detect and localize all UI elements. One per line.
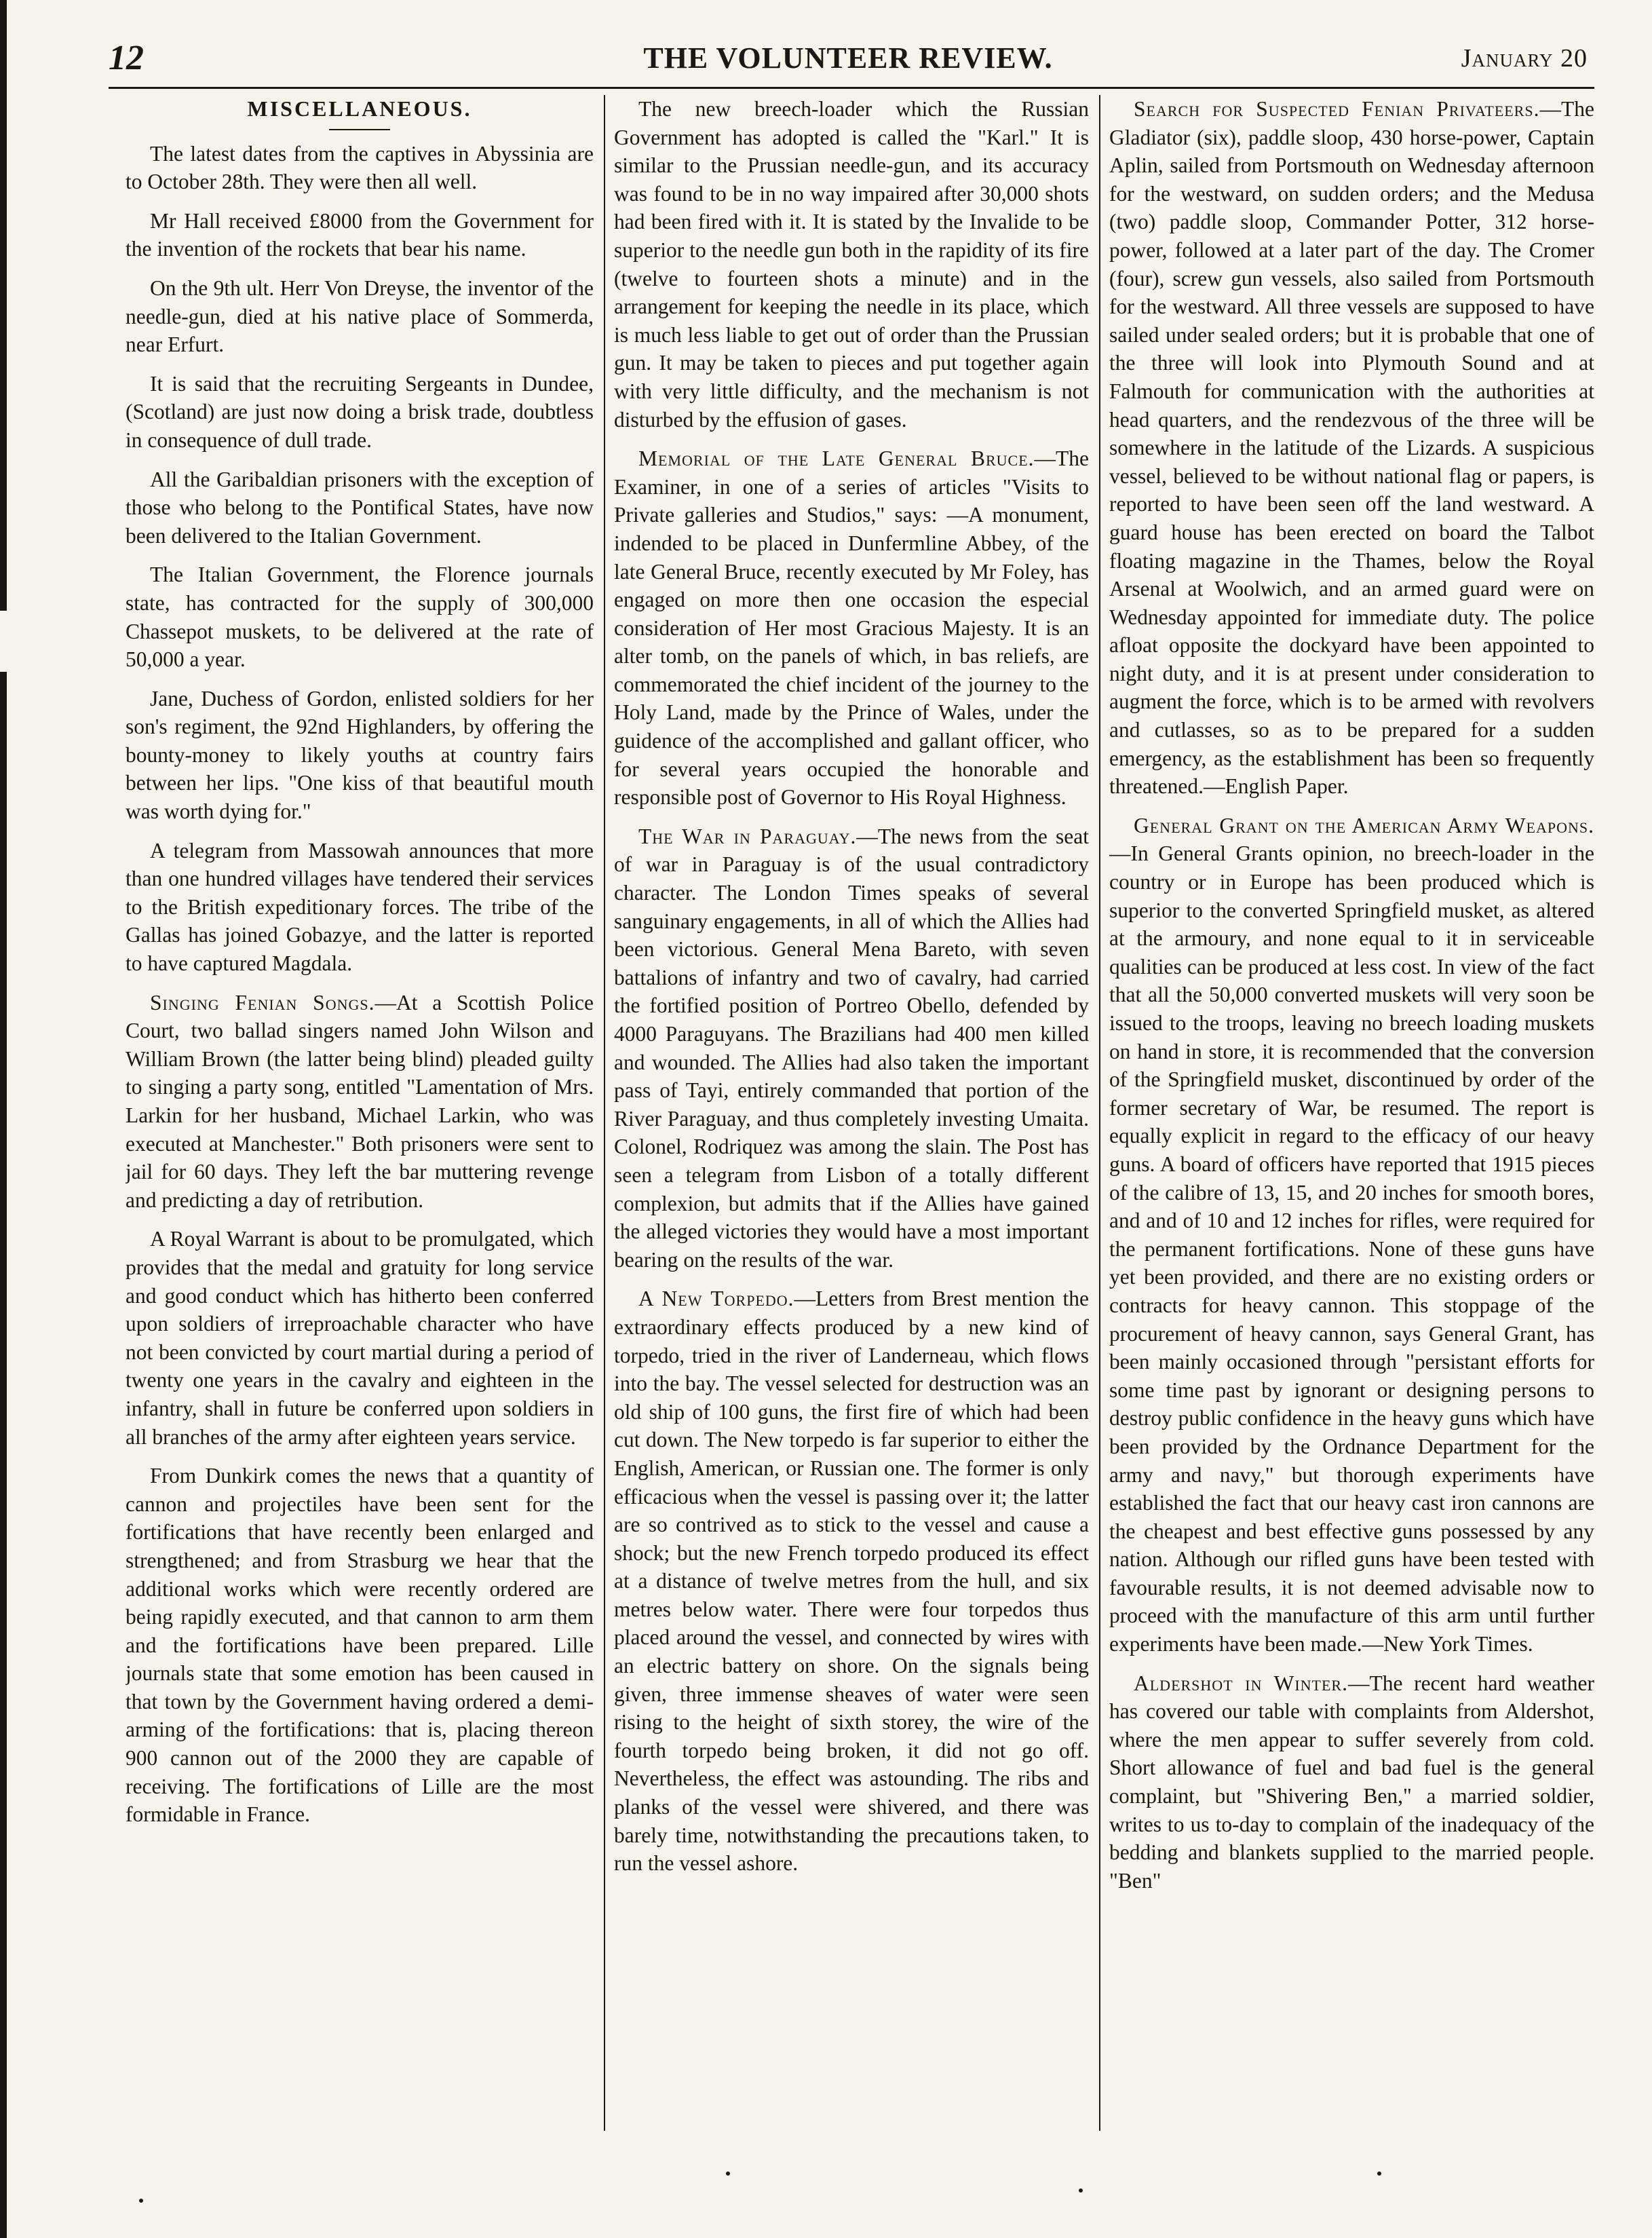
article-paragraph: The new breech-loader which the Russian Government has adopted is called the "Karl." It is similar to the Prussian needle-gun, and its accuracy was found to be in no way impaired after 30,000 shots had been fired with it. It is stated by the Invalide to be superior to the needle gun both in the rapidity of its fire (twelve to fourteen shots a minute) and in the arrangement for keeping the needle in its place, which is much less liable to get out of order than the Prussian gun. It may be taken to pieces and put together again with very little difficulty, and the mechanism is not disturbed by the effusion of gases. <box>614 97 1089 432</box>
article-lead: Search for Suspected Fenian Privateers. <box>1134 97 1540 121</box>
print-speck <box>1377 2171 1381 2176</box>
article-paragraph: The latest dates from the captives in Abyssinia are to October 28th. They were then all well. <box>126 141 594 194</box>
article-paragraph: The Italian Government, the Florence journals state, has contracted for the supply of 300,000 Chassepot muskets, to be delivered at the rate of 50,000 a year. <box>126 563 594 672</box>
article-paragraph: Jane, Duchess of Gordon, enlisted soldiers for her son's regiment, the 92nd Highlanders, by offering the bounty-money to likely youths at country fairs between her lips. "One kiss of that beautiful mouth was worth dying for." <box>126 686 594 824</box>
column-3 <box>1109 95 1594 2144</box>
margin-binding-rule <box>0 0 7 2238</box>
article-paragraph: On the 9th ult. Herr Von Dreyse, the inventor of the needle-gun, died at his native place of Sommerda, near Erfurt. <box>126 276 594 357</box>
article-paragraph: Memorial of the Late General Bruce.—The Examiner, in one of a series of articles "Visits to Private galleries and Studios," says: —A monument, indended to be placed in Dunfermline Abbey, of the late General Bruce, recently executed by Mr Foley, has engaged on more then one occasion the especial consideration of Her most Gracious Majesty. It is an alter tomb, on the panels of which, in bas reliefs, are commemorated the chief incident of the journey to the Holy Land, made by the Prince of Wales, under the guidence of the accomplished and gallant officer, who for several years occupied the honorable and responsible post of Governor to His Royal Highness. <box>614 447 1089 810</box>
article-lead: Aldershot in Winter. <box>1134 1671 1348 1695</box>
journal-title: THE VOLUNTEER REVIEW. <box>643 41 1053 75</box>
page-number: 12 <box>109 39 144 77</box>
heading-underline <box>329 129 390 130</box>
article-paragraph: Aldershot in Winter.—The recent hard weather has covered our table with complaints from Aldershot, where the men appear to suffer severely from cold. Short allowance of fuel and bad fuel is the general complaint, but "Shivering Ben," a married soldier, writes to us to-day to complain of the inadequacy of the bedding and blankets supplied to the married people. "Ben" <box>1109 1671 1594 1893</box>
article-paragraph: The War in Paraguay.—The news from the seat of war in Paraguay is of the usual contradictory character. The London Times speaks of several sanguinary engagements, in all of which the Allies had been victorious. General Mena Bareto, with seven battalions of infantry and two of cavalry, had carried the fortified position of Portreo Obello, defended by 4000 Paraguyans. The Brazilians had 400 men killed and wounded. The Allies had also taken the important pass of Tayi, entirely commanded that portion of the River Paraguay, and thus completely investing Umaita. Colonel, Rodriquez was among the slain. The Post has seen a telegram from Lisbon of a totally different complexion, but admits that if the Allies have gained the alleged victories they would have a most important bearing on the results of the war. <box>614 824 1089 1272</box>
article-paragraph: A telegram from Massowah announces that more than one hundred villages have tendered their services to the British expeditionary forces. The tribe of the Gallas has joined Gobazye, and the latter is reported to have captured Magdala. <box>126 838 594 976</box>
header-rule <box>109 87 1594 89</box>
print-speck <box>139 2199 143 2203</box>
column-divider-1 <box>604 95 605 2131</box>
article-paragraph: A New Torpedo.—Letters from Brest mention the extraordinary effects produced by a new kind of torpedo, tried in the river of Landerneau, which flows into the bay. The vessel selected for destruction was an old ship of 100 guns, the first fire of which had been cut down. The New torpedo is far superior to either the English, American, or Russian one. The former is only efficacious when the vessel is passing over it; the latter are so contrived as to stick to the vessel and cause a shock; but the new French torpedo produced its effect at a distance of twelve metres from the hull, and six metres below water. There were four torpedos thus placed around the vessel, and connected by wires with an electric battery on shore. On the signals being given, three immense sheaves of water were seen rising to the height of sixth storey, the wire of the fourth torpedo being broken, it did not go off. Nevertheless, the effect was astounding. The ribs and planks of the vessel were shivered, and there was barely time, notwithstanding the precautions taken, to run the vessel ashore. <box>614 1287 1089 1876</box>
article-paragraph: General Grant on the American Army Weapons.—In General Grants opinion, no breech-loader in the country or in Europe has been produced which is superior to the converted Springfield musket, as altered at the armoury, and none equal to it in serviceable qualities can be produced at less cost. In view of the fact that all the 50,000 converted muskets will very soon be issued to the troops, leaving no breech loading muskets on hand in store, it is recommended that the conversion of the Springfield musket, discontinued by order of the former secretary of War, be resumed. The report is equally explicit in regard to the efficacy of our heavy guns. A board of officers have reported that 1915 pieces of the calibre of 13, 15, and 20 inches for smooth bores, and and of 10 and 12 inches for rifles, were required for the permanent fortifications. None of these guns have yet been provided, and there are no existing orders or contracts for heavy cannon. This stoppage of the procurement of heavy cannon, says General Grant, has been mainly occasioned through "persistant efforts for some time past by ignorant or designing persons to destroy public confidence in the heavy guns which have been provided by the Ordnance Department for the army and navy," but thorough experiments have established the fact that our heavy cast iron cannons are the cheapest and best effective guns possessed by any nation. Although our rifled guns have been tested with favourable results, it is not deemed advisable now to proceed with the manufacture of this arm until further experiments have been made.—New York Times. <box>1109 813 1594 1656</box>
column-divider-2 <box>1099 95 1100 2131</box>
article-paragraph: From Dunkirk comes the news that a quantity of cannon and projectiles have been sent for the fortifications that have recently been enlarged and strengthened; and from Strasburg we hear that the additional works which were recently ordered are being rapidly executed, and that cannon to arm them and the fortifications have been prepared. Lille journals state that some emotion has been caused in that town by the Government having ordered a demi-arming of the fortifications: that is, placing thereon 900 cannon out of the 2000 they are capable of receiving. The fortifications of Lille are the most formidable in France. <box>126 1464 594 1827</box>
article-paragraph: A Royal Warrant is about to be promulgated, which provides that the medal and gratuity for long service and good conduct which has hitherto been conferred upon soldiers of irreproachable character who have not been convicted by court martial during a period of twenty one years in the cavalry and eighteen in the infantry, shall in future be conferred upon soldiers in all branches of the army after eighteen years service. <box>126 1227 594 1449</box>
article-lead: The War in Paraguay. <box>638 824 857 848</box>
margin-binding-gap <box>0 611 7 672</box>
article-lead: General Grant on the American Army Weapons. <box>1134 813 1594 837</box>
column-1 <box>126 95 594 2144</box>
article-paragraph: Singing Fenian Songs.—At a Scottish Police Court, two ballad singers named John Wilson and William Brown (the latter being blind) pleaded guilty to singing a party song, entitled "Lamentation of Mrs. Larkin for her husband, Michael Larkin, who was executed at Manchester." Both prisoners were sent to jail for 60 days. They left the bar muttering revenge and predicting a day of retribution. <box>126 990 594 1212</box>
print-speck <box>726 2171 730 2176</box>
print-speck <box>1079 2188 1083 2193</box>
article-lead: Memorial of the Late General Bruce. <box>638 447 1035 471</box>
issue-date: January 20 <box>1461 44 1588 73</box>
page-header <box>109 38 1588 86</box>
article-lead: A New Torpedo. <box>638 1287 794 1311</box>
section-heading: MISCELLANEOUS. <box>247 96 472 121</box>
article-paragraph: Search for Suspected Fenian Privateers.—The Gladiator (six), paddle sloop, 430 horse-power, Captain Aplin, sailed from Portsmouth on Wednesday afternoon for the westward, on sudden orders; and the Medusa (two) paddle sloop, Commander Potter, 312 horse-power, followed at a later part of the day. The Cromer (four), screw gun vessels, also sailed from Portsmouth for the westward. All three vessels are supposed to have sailed under sealed orders; but it is probable that one of the three will look into Plymouth Sound and at Falmouth for communication with the authorities at head quarters, and the rendezvous of the three will be somewhere in the latitude of the Lizards. A suspicious vessel, believed to be without national flag or papers, is reported to have been seen off the land westward. A guard house has been erected on board the Talbot floating magazine in the Thames, below the Royal Arsenal at Woolwich, and an armed guard were on Wednesday appointed for immediate duty. The police afloat opposite the dockyard have been appointed to night duty, and it is at present under consideration to augment the force, which is to be armed with revolvers and cutlasses, so as to be prepared for a sudden emergency, as the establishment has been so frequently threatened.—English Paper. <box>1109 97 1594 799</box>
article-paragraph: It is said that the recruiting Sergeants in Dundee, (Scotland) are just now doing a brisk trade, doubtless in consequence of dull trade. <box>126 371 594 452</box>
article-paragraph: All the Garibaldian prisoners with the exception of those who belong to the Pontifical States, have now been delivered to the Italian Government. <box>126 467 594 548</box>
article-lead: Singing Fenian Songs. <box>150 990 375 1014</box>
article-paragraph: Mr Hall received £8000 from the Government for the invention of the rockets that bear his name. <box>126 208 594 261</box>
column-2 <box>614 95 1089 2144</box>
